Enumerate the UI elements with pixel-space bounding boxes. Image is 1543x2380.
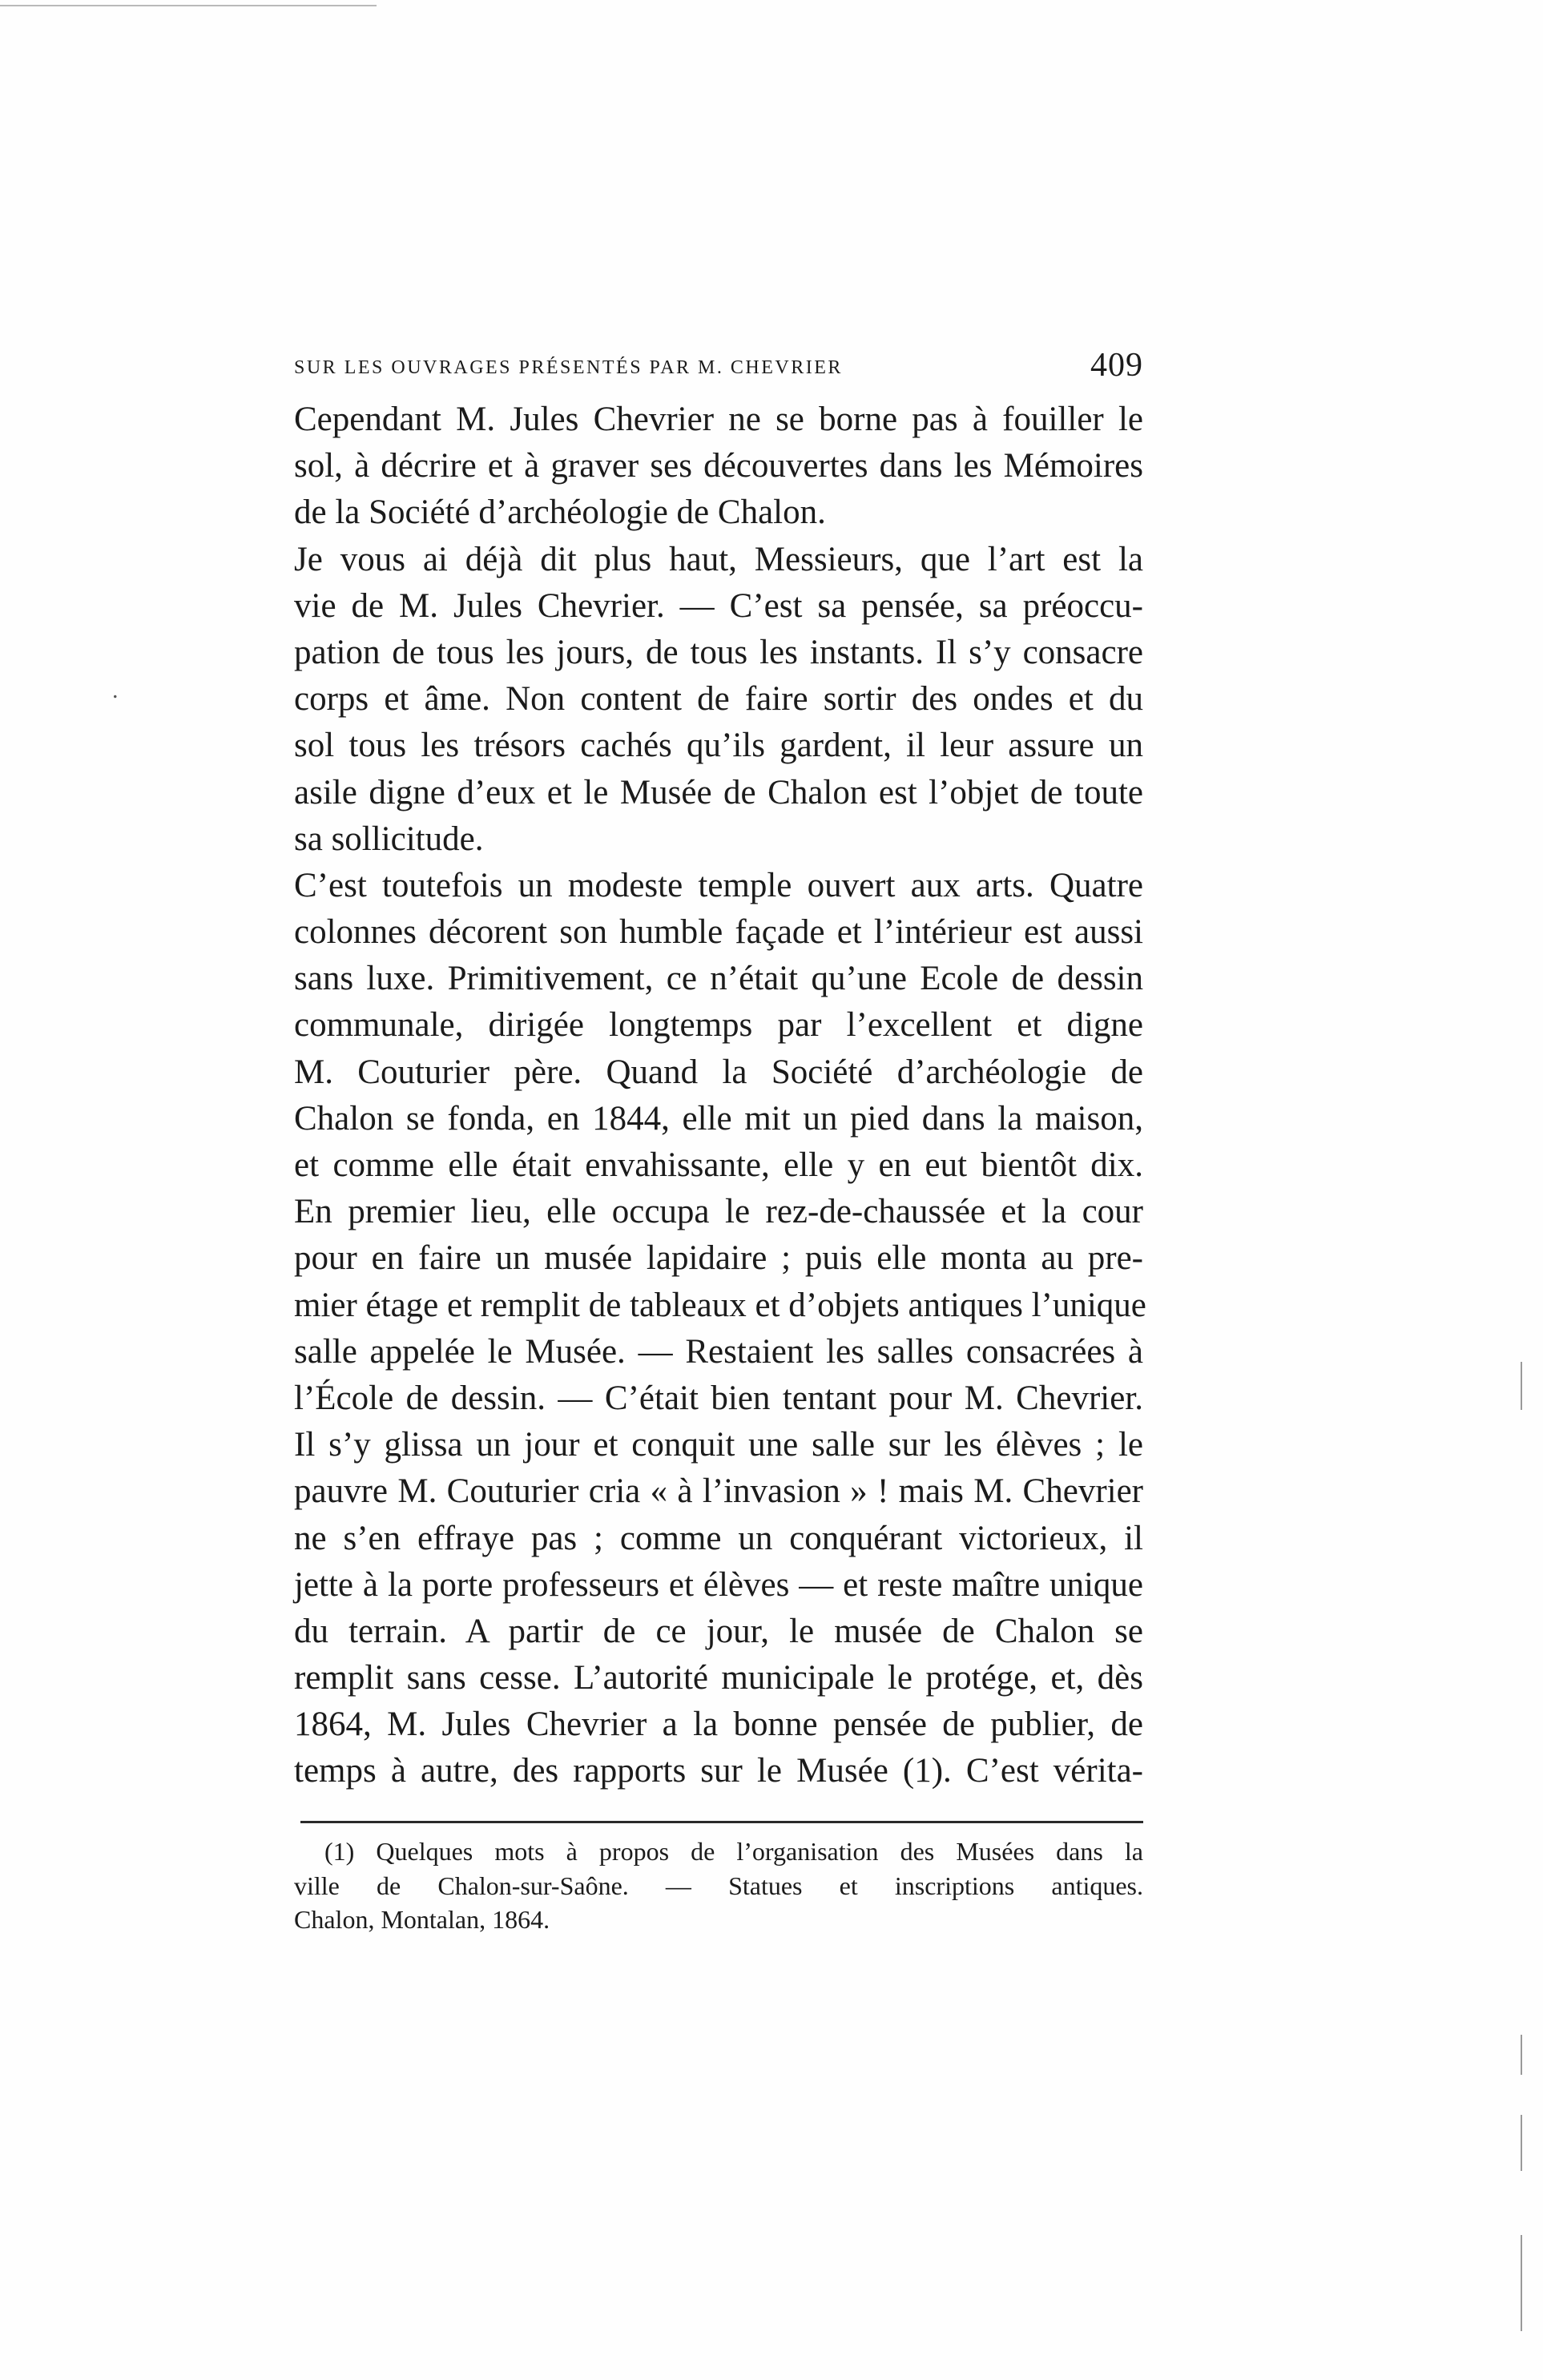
- scan-edge-mark: [1521, 2115, 1522, 2171]
- text-line: pation de tous les jours, de tous les instants. Il s’y consacre: [294, 633, 1143, 671]
- text-line: salle appelée le Musée. — Restaient les salles consacrées à: [294, 1332, 1143, 1371]
- top-edge-rule: [0, 5, 377, 6]
- scan-edge-mark: [1521, 2235, 1522, 2331]
- margin-speck: .: [112, 677, 119, 703]
- text-line: corps et âme. Non content de faire sortir des ondes et du: [294, 680, 1143, 719]
- text-line: et comme elle était envahissante, elle y en eut bientôt dix.: [294, 1146, 1143, 1184]
- text-line: M. Couturier père. Quand la Société d’archéologie de: [294, 1053, 1143, 1091]
- text-line: ne s’en effraye pas ; comme un conquérant victorieux, il: [294, 1519, 1143, 1557]
- text-line: vie de M. Jules Chevrier. — C’est sa pensée, sa préoccu-: [294, 586, 1143, 625]
- text-line: du terrain. A partir de ce jour, le musée de Chalon se: [294, 1612, 1143, 1650]
- text-line: mier étage et remplit de tableaux et d’objets antiques l’unique: [294, 1286, 1146, 1324]
- text-line: Cependant M. Jules Chevrier ne se borne pas à fouiller le: [294, 401, 1143, 438]
- text-line: Je vous ai déjà dit plus haut, Messieurs, que l’art est la: [294, 540, 1143, 578]
- text-line: sans luxe. Primitivement, ce n’était qu’une Ecole de dessin: [294, 960, 1143, 998]
- footnote-line: ville de Chalon-sur-Saône. — Statues et inscriptions antiques.: [294, 1871, 1143, 1900]
- text-line: Chalon se fonda, en 1844, elle mit un pied dans la maison,: [294, 1099, 1143, 1138]
- footnote-line: Chalon, Montalan, 1864.: [294, 1905, 550, 1934]
- text-line: 1864, M. Jules Chevrier a la bonne pensée de publier, de: [294, 1705, 1143, 1744]
- running-head: [294, 346, 1143, 388]
- text-line: temps à autre, des rapports sur le Musée (1). C’est vérita-: [294, 1752, 1143, 1790]
- text-line: Il s’y glissa un jour et conquit une salle sur les élèves ; le: [294, 1426, 1143, 1464]
- running-title: SUR LES OUVRAGES PRÉSENTÉS PAR M. CHEVRIER: [294, 357, 843, 378]
- scan-edge-mark: [1521, 2035, 1522, 2075]
- text-line: sol tous les trésors cachés qu’ils gardent, il leur assure un: [294, 727, 1143, 765]
- footnote-rule: [300, 1821, 1143, 1823]
- text-line: colonnes décorent son humble façade et l’intérieur est aussi: [294, 913, 1143, 952]
- text-line: de la Société d’archéologie de Chalon.: [294, 493, 826, 532]
- text-line: sol, à décrire et à graver ses découvertes dans les Mémoires: [294, 447, 1143, 485]
- text-line: asile digne d’eux et le Musée de Chalon est l’objet de toute: [294, 773, 1143, 811]
- text-line: l’École de dessin. — C’était bien tentant pour M. Chevrier.: [294, 1379, 1143, 1417]
- text-line: pour en faire un musée lapidaire ; puis elle monta au pre-: [294, 1239, 1143, 1278]
- text-line: pauvre M. Couturier cria « à l’invasion » ! mais M. Chevrier: [294, 1472, 1143, 1511]
- text-line: sa sollicitude.: [294, 820, 484, 858]
- text-line: En premier lieu, elle occupa le rez-de-chaussée et la cour: [294, 1193, 1143, 1231]
- text-line: communale, dirigée longtemps par l’excellent et digne: [294, 1006, 1143, 1045]
- text-line: remplit sans cesse. L’autorité municipale le protége, et, dès: [294, 1659, 1143, 1697]
- scan-edge-mark: [1521, 1362, 1522, 1410]
- footnote-line: (1) Quelques mots à propos de l’organisation des Musées dans la: [324, 1837, 1143, 1866]
- page-number: 409: [1090, 347, 1143, 384]
- body-text: [294, 397, 1146, 1795]
- text-line: C’est toutefois un modeste temple ouvert aux arts. Quatre: [294, 866, 1143, 904]
- text-line: jette à la porte professeurs et élèves — et reste maître unique: [294, 1565, 1143, 1604]
- footnote: [294, 1834, 1143, 1937]
